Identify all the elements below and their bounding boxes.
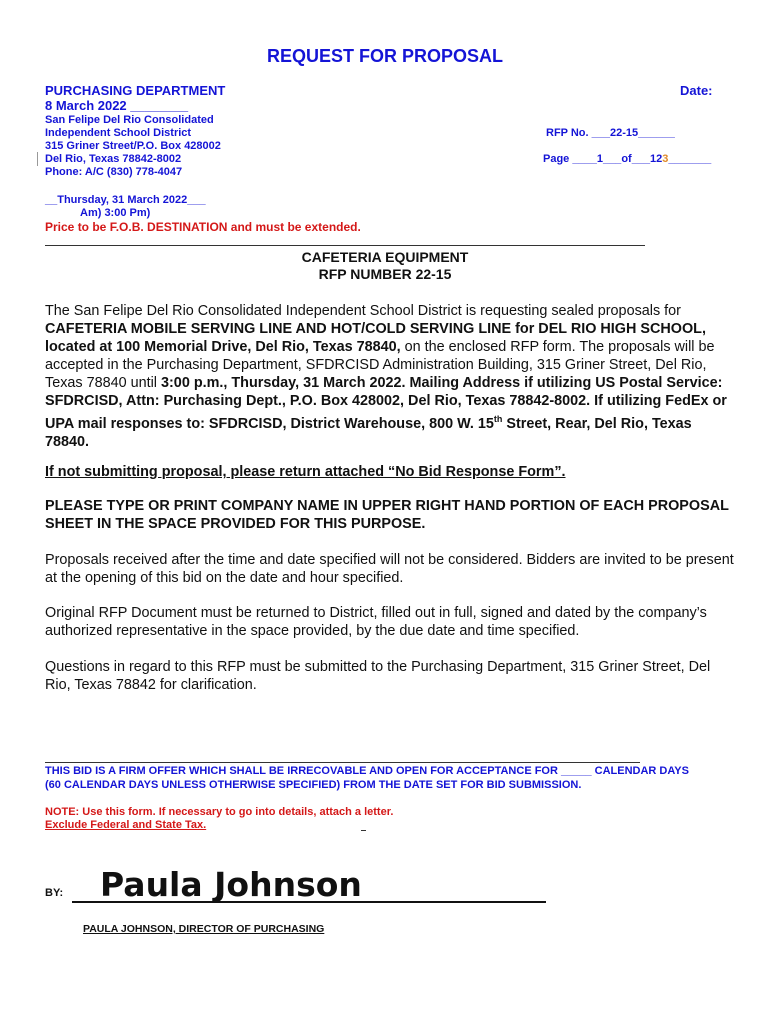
margin-mark (37, 152, 38, 166)
page-number: ____1___ (572, 153, 622, 165)
late-proposals-paragraph: Proposals received after the time and date specified will not be considered. Bidders are invited to be present at the opening of this bid on the date and hour specified. (45, 552, 734, 586)
rfp-number-label: RFP No. (546, 127, 592, 139)
note-text: Use this form. If necessary to go into details, attach a letter. (79, 806, 394, 818)
by-label: BY: (45, 887, 64, 899)
address-line: Phone: A/C (830) 778-4047 (45, 166, 183, 178)
intro-warehouse: Street, Rear, Del Rio, Texas 78840. (45, 415, 692, 450)
page-title: REQUEST FOR PROPOSAL (266, 46, 504, 66)
intro-project: CAFETERIA MOBILE SERVING LINE AND HOT/COLD SERVING LINE for DEL RIO HIGH SCHOOL, located at 100 Memorial Drive, Del Rio, Texas 78840, (45, 321, 706, 355)
deadline-time: Am) 3:00 Pm) (80, 207, 151, 219)
address-line: San Felipe Del Rio Consolidated (45, 114, 214, 126)
rfp-number-value: ___22-15______ (591, 127, 675, 139)
address-line: Independent School District (45, 127, 192, 139)
firm-offer-notice: THIS BID IS A FIRM OFFER WHICH SHALL BE IRRECOVABLE AND OPEN FOR ACCEPTANCE FOR _____ CALENDAR DAYS (60 CALENDAR DAYS UNLESS OTHERWISE SPECIFIED) FROM THE DATE SET FOR BID SUBMISSION. (45, 765, 689, 791)
page-total-tail: _______ (668, 153, 712, 165)
section-title: CAFETERIA EQUIPMENT (301, 249, 469, 265)
address-line: Del Rio, Texas 78842-8002 (45, 153, 182, 165)
original-document-paragraph: Original RFP Document must be returned to District, filled out in full, signed and dated by the company’s authorized representative in the space provided, by the due date and time specified. (45, 605, 707, 639)
printed-name: PAULA JOHNSON, DIRECTOR OF PURCHASING (83, 923, 325, 935)
divider (45, 762, 640, 763)
fob-notice: Price to be F.O.B. DESTINATION and must be extended. (45, 220, 361, 234)
intro-text: The San Felipe Del Rio Consolidated Independent School District is requesting sealed proposals for (45, 303, 681, 319)
rfp-number-heading: RFP NUMBER 22-15 (318, 266, 452, 282)
date-line: 8 March 2022 ________ (45, 98, 189, 113)
deadline-date: __Thursday, 31 March 2022___ (45, 194, 206, 206)
page-total-edit: 3 (662, 153, 669, 165)
note-line (45, 806, 393, 818)
tick-mark (361, 830, 366, 831)
rfp-number-field (546, 127, 675, 139)
exclude-tax-notice: Exclude Federal and State Tax. (45, 819, 207, 831)
intro-deadline: 3:00 p.m., Thursday, 31 March 2022. Mailing Address if utilizing US Postal Service: SFDRCISD, Attn: Purchasing Dept., P.O. Box 428002, Del Rio, Texas 78842-8002. If utilizing FedEx or UPA mail responses to: SFDRCISD, District Warehouse, 800 W. 15 (45, 375, 727, 432)
date-label: Date: (680, 83, 713, 98)
note-label: NOTE: (45, 806, 80, 818)
no-bid-notice: If not submitting proposal, please return attached “No Bid Response Form”. (45, 464, 566, 480)
page-of: of (621, 153, 632, 165)
department-name: PURCHASING DEPARTMENT (45, 83, 226, 98)
divider (45, 245, 645, 246)
page-count-field (543, 153, 711, 165)
signature-name: Paula Johnson (100, 865, 362, 904)
address-line: 315 Griner Street/P.O. Box 428002 (45, 140, 221, 152)
intro-text: on the enclosed RFP form. The proposals will be accepted in the Purchasing Department, SFDRCISD Administration Building, 315 Griner Street, Del Rio, Texas 78840 until (45, 339, 715, 391)
intro-superscript: th (493, 414, 503, 424)
page-total: ___12 (631, 153, 663, 165)
questions-paragraph: Questions in regard to this RFP must be submitted to the Purchasing Department, 315 Griner Street, Del Rio, Texas 78842 for clarification. (45, 659, 711, 693)
page-label: Page (543, 153, 573, 165)
print-notice: PLEASE TYPE OR PRINT COMPANY NAME IN UPPER RIGHT HAND PORTION OF EACH PROPOSAL SHEET IN THE SPACE PROVIDED FOR THIS PURPOSE. (45, 498, 729, 532)
intro-paragraph (45, 302, 735, 451)
